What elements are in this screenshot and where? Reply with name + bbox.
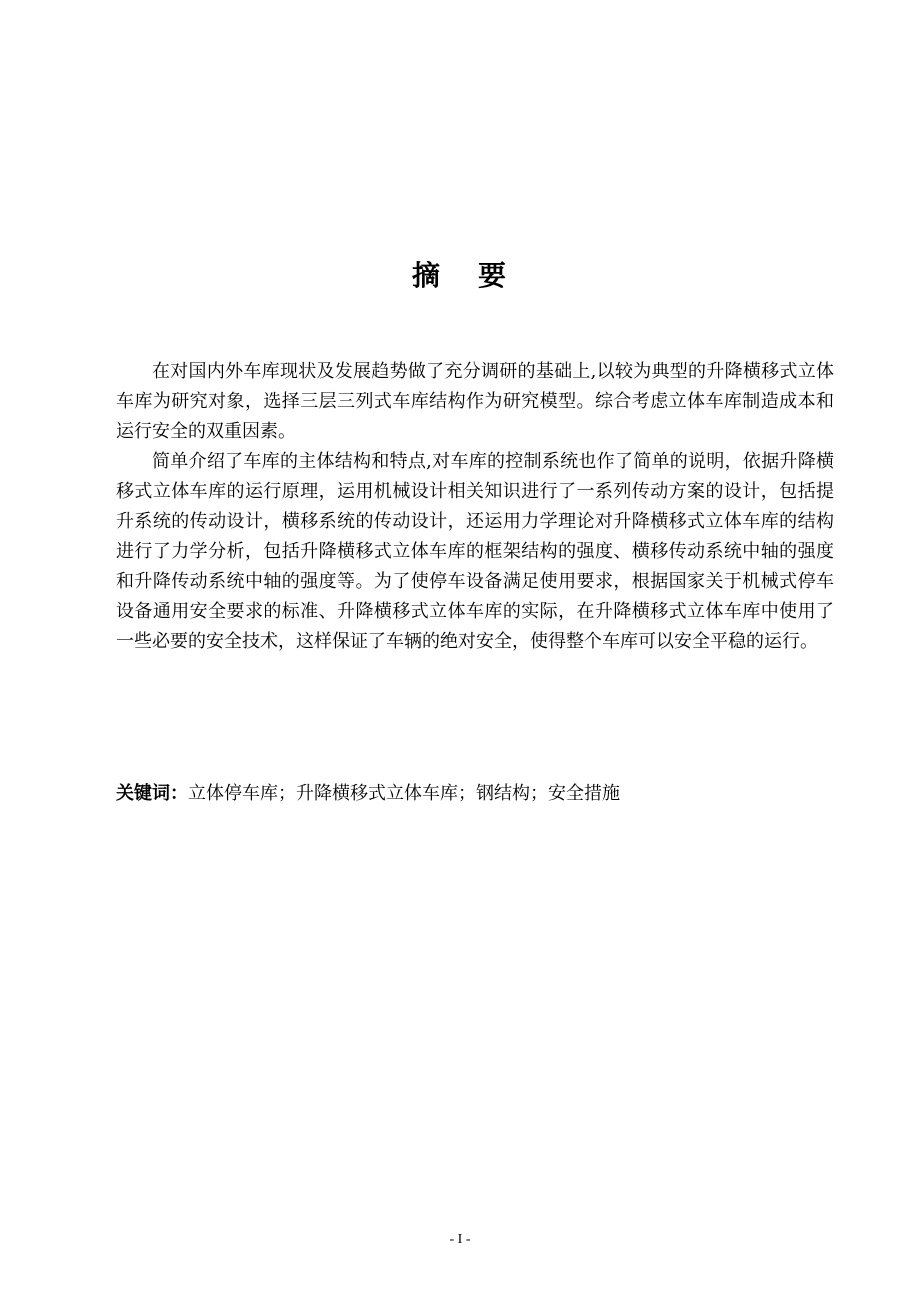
abstract-paragraph-2: 简单介绍了车库的主体结构和特点,对车库的控制系统也作了简单的说明，依据升降横移式立体车库的运行原理，运用机械设计相关知识进行了一系列传动方案的设计，包括提升系统的传动设计，横移系统的传动设计，还运用力学理论对升降横移式立体车库的结构进行了力学分析，包括升降横移式立体车库的框架结构的强度、横移传动系统中轴的强度和升降传动系统中轴的强度等。为了使停车设备满足使用要求，根据国家关于机械式停车设备通用安全要求的标准、升降横移式立体车库的实际，在升降横移式立体车库中使用了一些必要的安全技术，这样保证了车辆的绝对安全，使得整个车库可以安全平稳的运行。 bbox=[116, 451, 834, 652]
abstract-paragraph-1: 在对国内外车库现状及发展趋势做了充分调研的基础上,以较为典型的升降横移式立体车库为研究对象，选择三层三列式车库结构作为研究模型。综合考虑立体车库制造成本和运行安全的双重因素。 bbox=[116, 361, 834, 442]
abstract-body bbox=[116, 357, 834, 657]
keywords-label: 关键词： bbox=[116, 783, 188, 804]
title-char-1: 摘 bbox=[411, 259, 442, 292]
keywords-line bbox=[116, 779, 834, 809]
keywords-text: 立体停车库；升降横移式立体车库；钢结构；安全措施 bbox=[188, 783, 620, 804]
page-title bbox=[0, 252, 920, 300]
title-char-2: 要 bbox=[478, 259, 509, 292]
page-number: - I - bbox=[449, 1232, 471, 1247]
